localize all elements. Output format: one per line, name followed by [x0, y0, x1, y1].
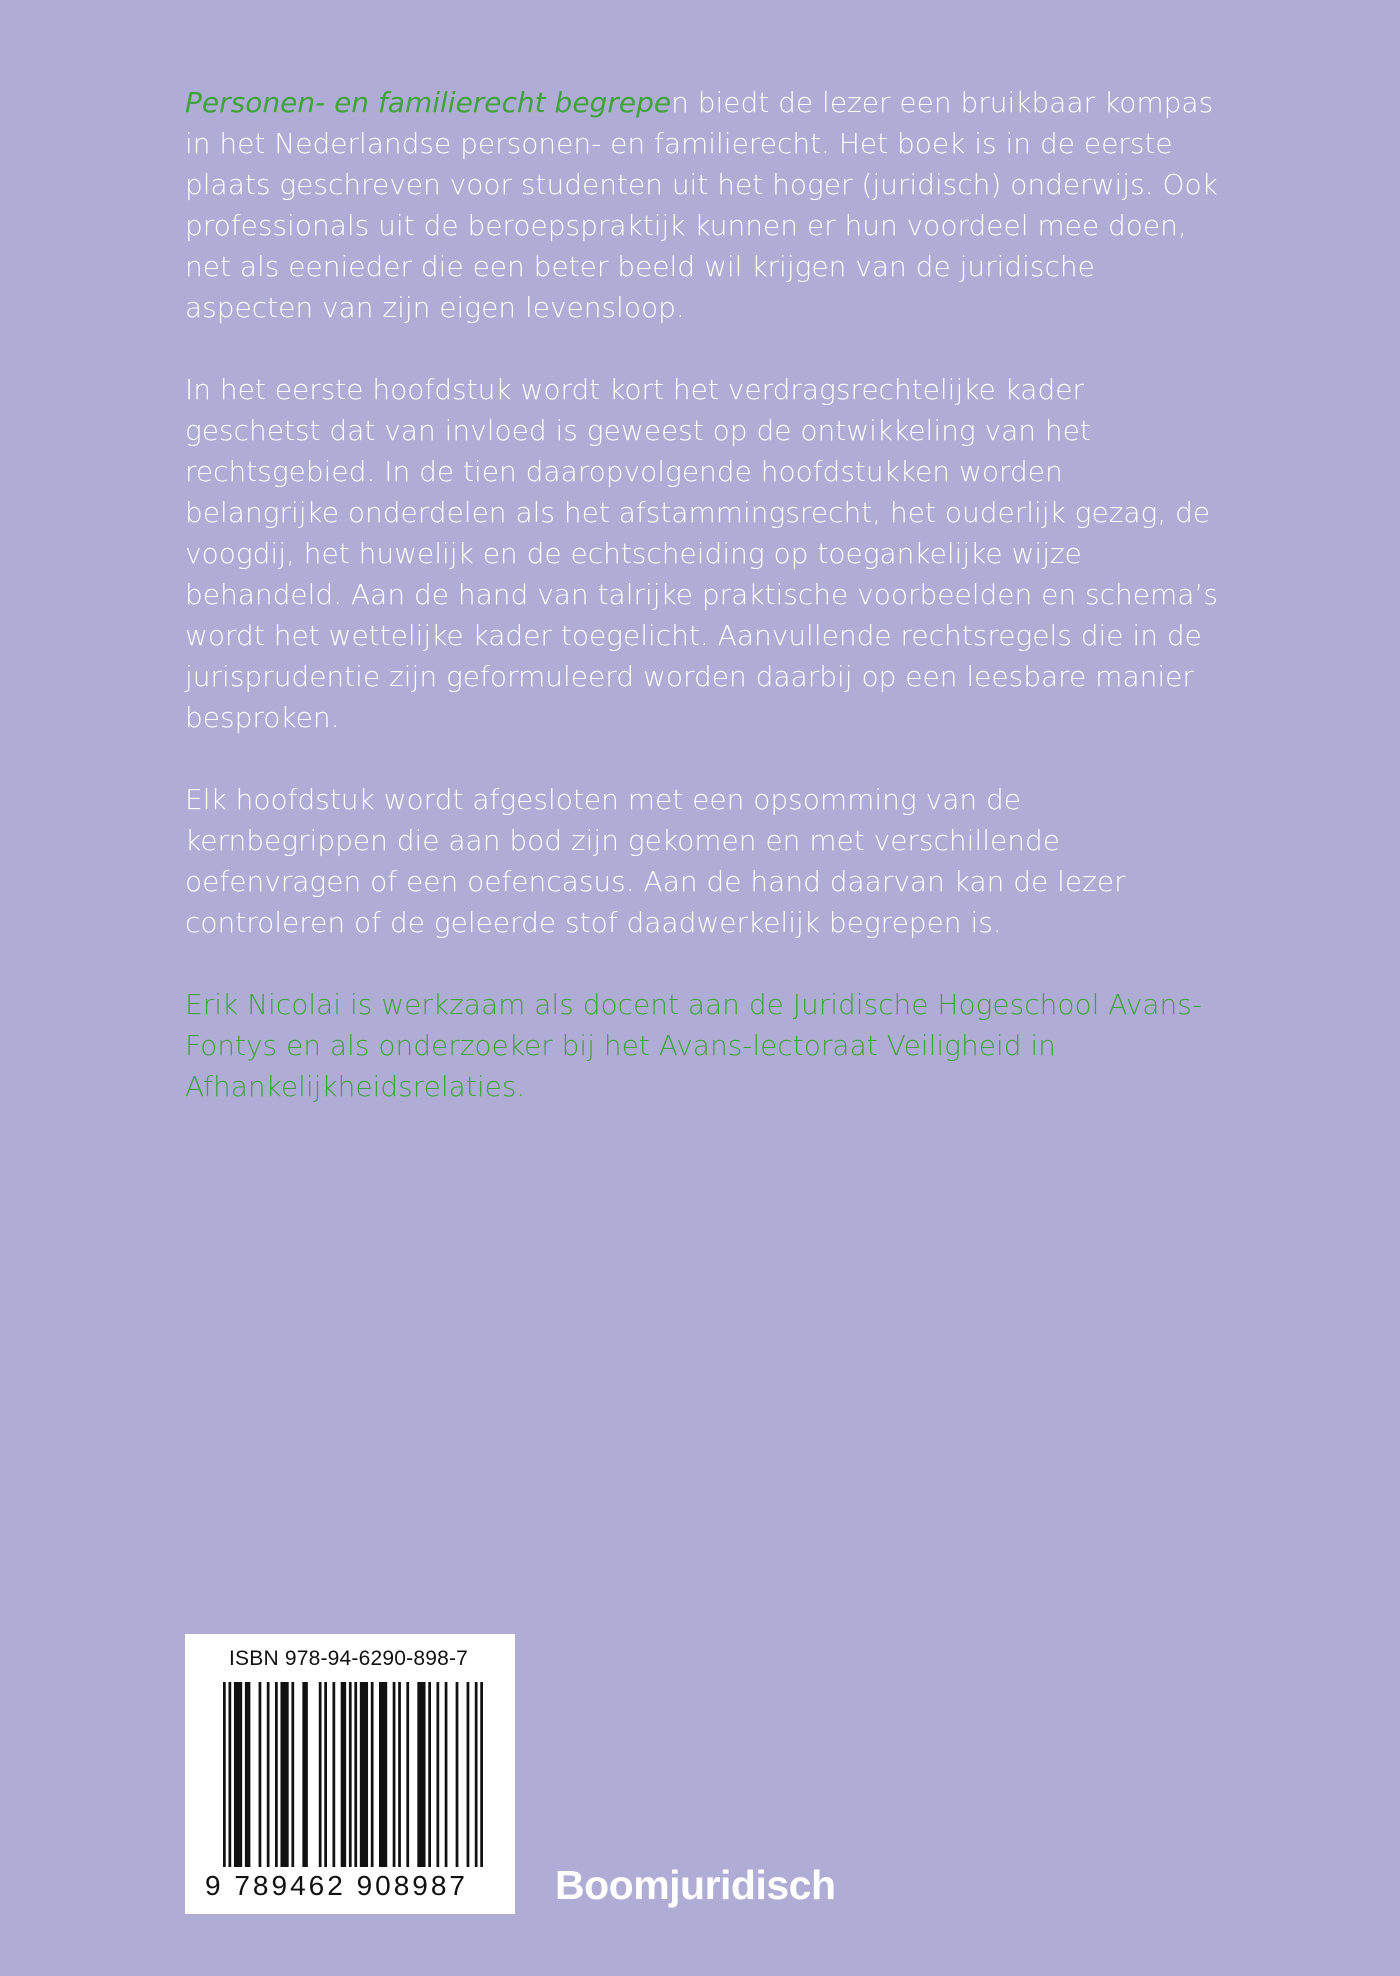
barcode-bar [393, 1682, 396, 1867]
barcode-bar [360, 1682, 368, 1867]
isbn-barcode-box [185, 1634, 515, 1914]
barcode-bar [275, 1682, 278, 1867]
book-title-italic: Personen- en familierecht begrepe [185, 86, 672, 119]
barcode-bar [302, 1682, 307, 1867]
author-bio: Erik Nicolai is werkzaam als docent aan de Juridische Hogeschool Avans-Fontys en als onderzoeker bij het Avans-lectoraat Veiligheid in Afhankelijkheidsrelaties. [185, 988, 1202, 1103]
barcode-bar [354, 1682, 357, 1867]
barcode-bar [332, 1682, 335, 1867]
description-paragraph-1 [185, 82, 1225, 328]
barcode-bar [445, 1682, 448, 1867]
barcode [223, 1682, 483, 1867]
description-paragraph-1-text: n biedt de lezer een bruikbaar kompas in het Nederlandse personen- en familierecht. Het boek is in de eerste plaats geschreven voor studenten uit het hoger (juridisch) onderwijs. Ook professionals uit de beroepspraktijk kunnen er hun voordeel mee doen, net als eenieder die een beter beeld wil krijgen van de juridische aspecten van zijn eigen levensloop. [185, 86, 1218, 324]
barcode-bar [324, 1682, 327, 1867]
barcode-bar [428, 1682, 431, 1867]
back-cover-text [185, 82, 1225, 1107]
barcode-bar [228, 1682, 231, 1867]
barcode-bar [417, 1682, 425, 1867]
barcode-bar [398, 1682, 401, 1867]
description-paragraph-2: In het eerste hoofdstuk wordt kort het verdragsrechtelijke kader geschetst dat van invloed is geweest op de ontwikkeling van het rechtsgebied. In de tien daaropvolgende hoofdstukken worden belangrijke onderdelen als het afstammingsrecht, het ouderlijk gezag, de voogdij, het huwelijk en de echtscheiding op toegankelijke wijze behandeld. Aan de hand van talrijke praktische voorbeelden en schema’s wordt het wettelijke kader toegelicht. Aanvullende rechtsregels die in de jurisprudentie zijn geformuleerd worden daarbij op een leesbare manier besproken. [185, 373, 1218, 734]
barcode-bar [319, 1682, 322, 1867]
barcode-bar [349, 1682, 352, 1867]
barcode-bar [267, 1682, 270, 1867]
barcode-bar [475, 1682, 478, 1867]
isbn-label: ISBN 978-94-6290-898-7 [229, 1647, 469, 1670]
barcode-digits: 9 789462 908987 [205, 1870, 468, 1901]
barcode-bar [223, 1682, 226, 1867]
barcode-bar [371, 1682, 374, 1867]
barcode-bar [379, 1682, 387, 1867]
barcode-bar [436, 1682, 439, 1867]
barcode-bar [259, 1682, 262, 1867]
barcode-bar [480, 1682, 483, 1867]
barcode-bar [280, 1682, 288, 1867]
description-paragraph-3: Elk hoofdstuk wordt afgesloten met een opsomming van de kernbegrippen die aan bod zijn gekomen en met verschillende oefenvragen of een oefencasus. Aan de hand daarvan kan de lezer controleren of de geleerde stof daadwerkelijk begrepen is. [185, 783, 1126, 939]
barcode-bar [456, 1682, 459, 1867]
barcode-bar [234, 1682, 242, 1867]
barcode-bar [341, 1682, 346, 1867]
publisher-logo: Boomjuridisch [555, 1862, 836, 1908]
barcode-bar [245, 1682, 250, 1867]
barcode-bar [291, 1682, 294, 1867]
barcode-bar [467, 1682, 470, 1867]
barcode-bar [406, 1682, 409, 1867]
